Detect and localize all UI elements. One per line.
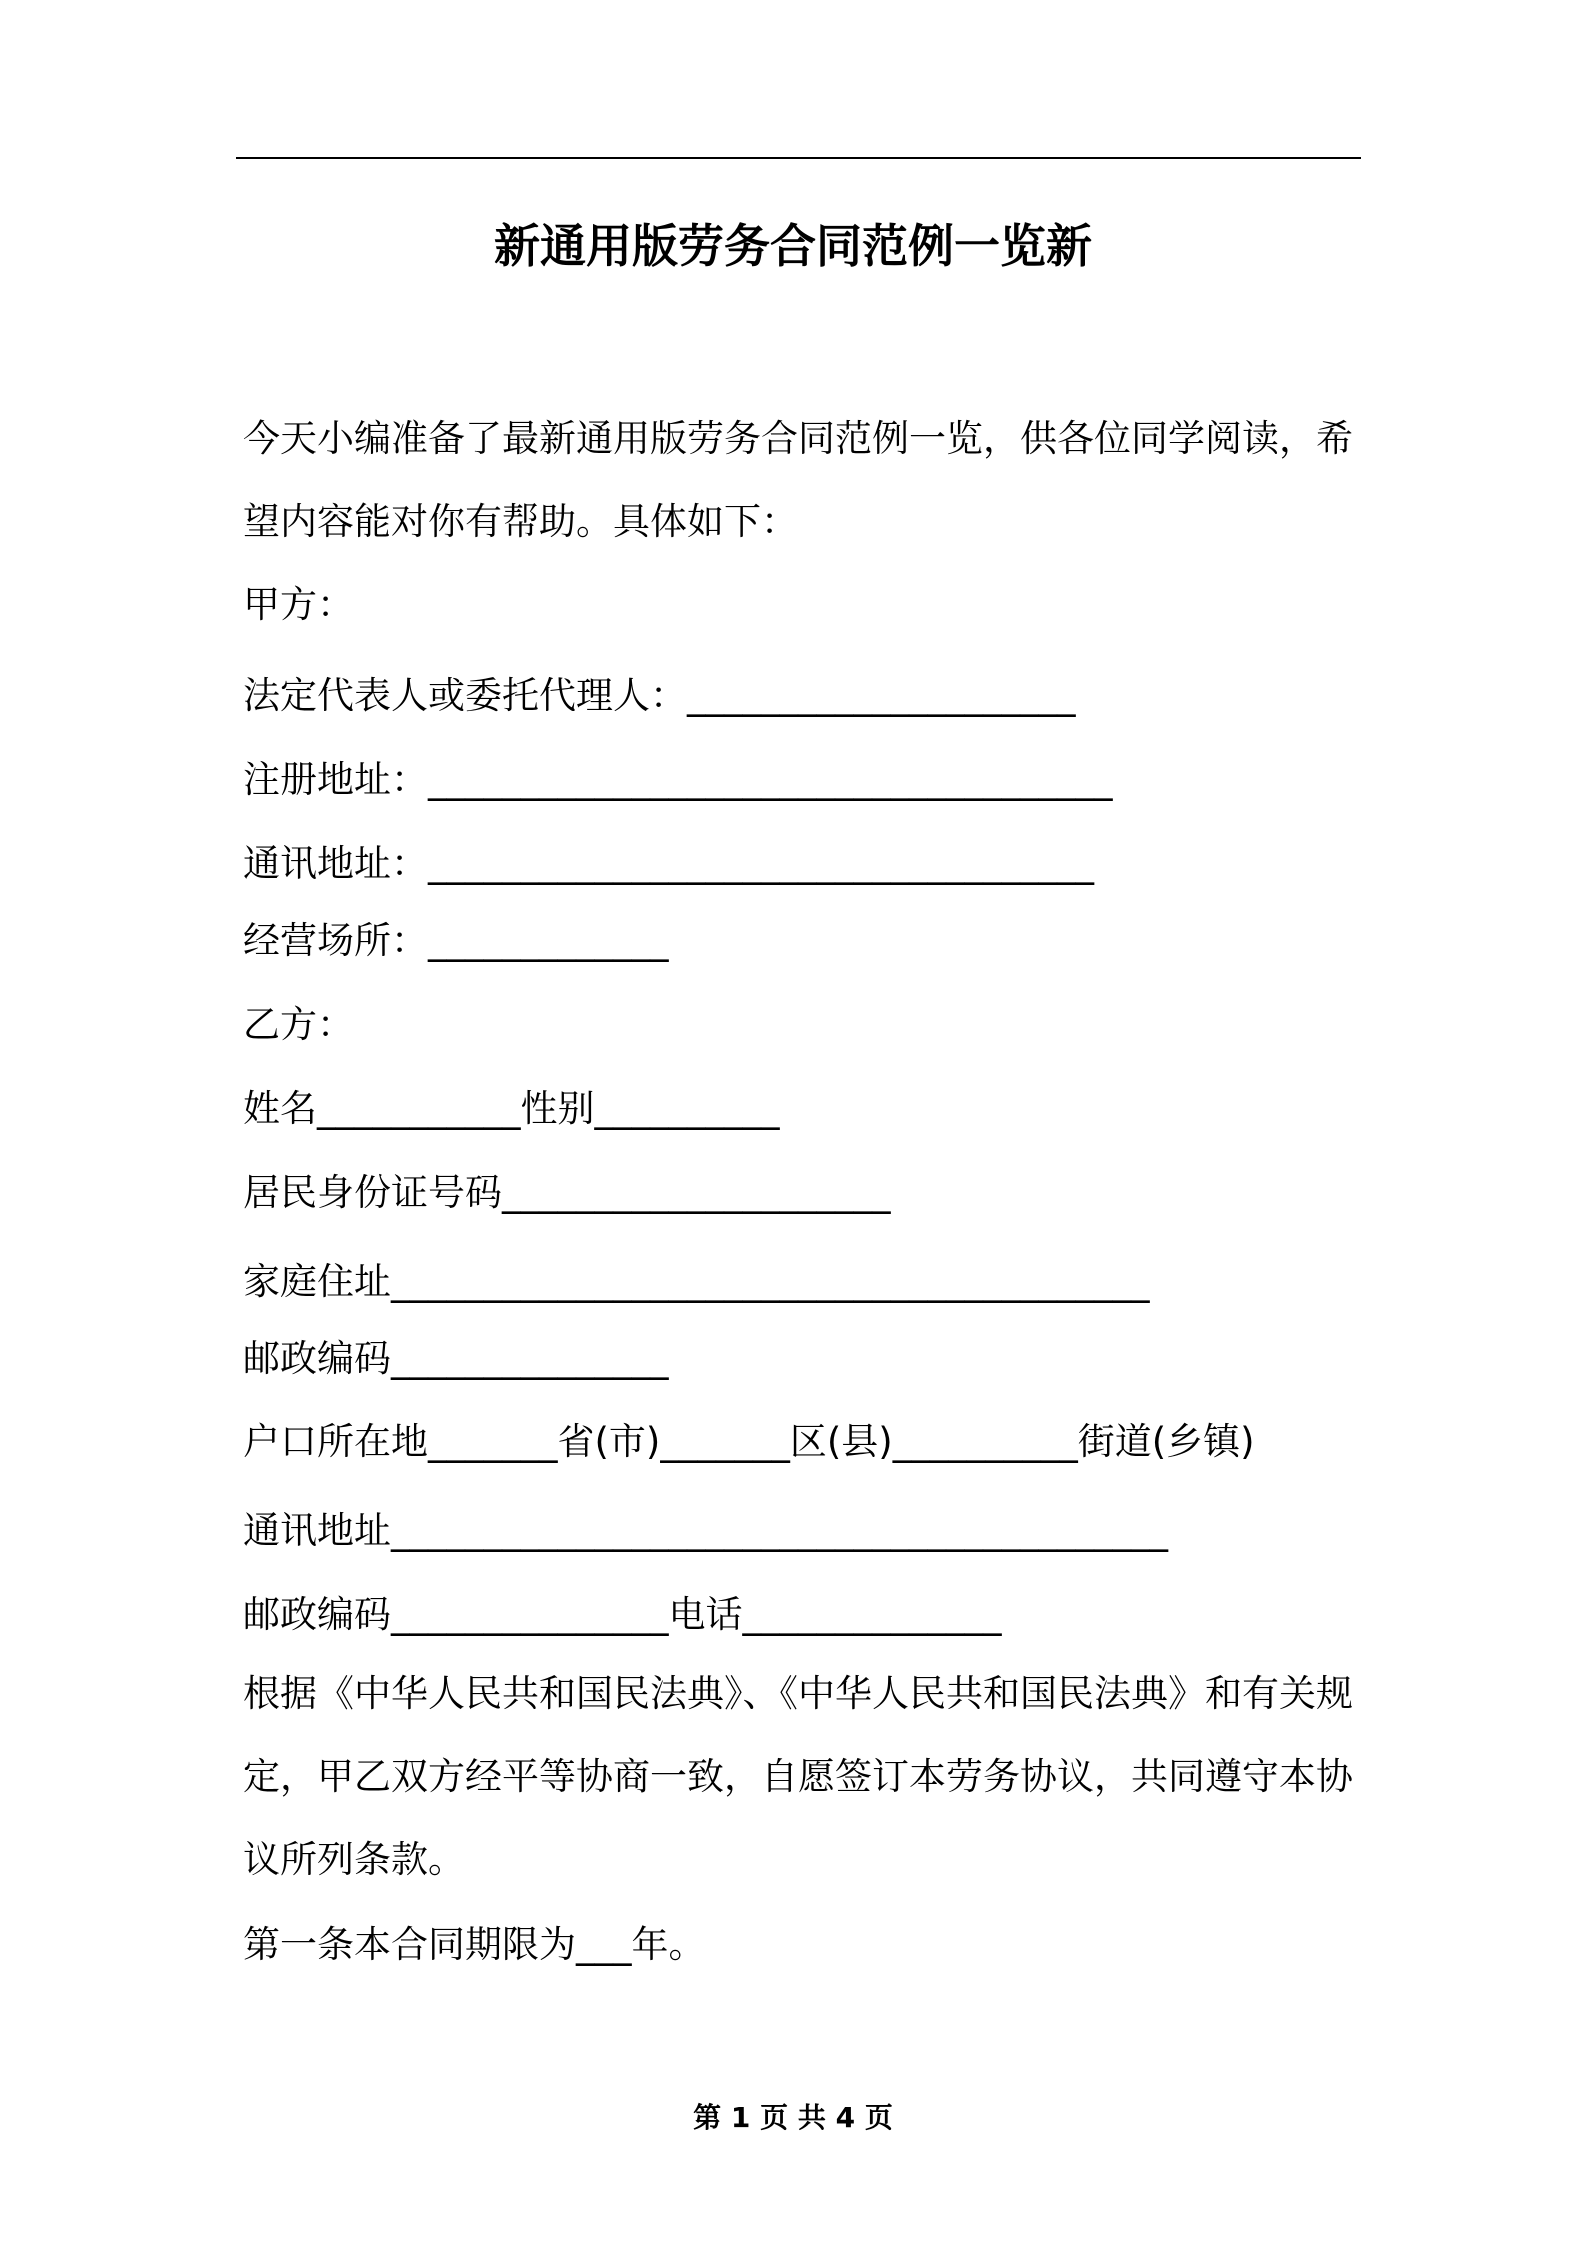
header-rule: [236, 157, 1361, 159]
basis-paragraph-line-2: 定，甲乙双方经平等协商一致，自愿签订本劳务协议，共同遵守本协: [243, 1755, 1353, 1798]
basis-paragraph-line-3: 议所列条款。: [243, 1838, 465, 1881]
registered-address-field: 注册地址：_____________________________________: [243, 758, 1113, 801]
name-gender-field: 姓名___________性别__________: [243, 1087, 780, 1130]
legal-representative-field: 法定代表人或委托代理人：_____________________: [243, 674, 1076, 717]
household-registration-field: 户口所在地_______省(市)_______区(县)__________街道(乡镇): [243, 1420, 1255, 1463]
postal-code-field: 邮政编码_______________: [243, 1337, 669, 1380]
postal-code-phone-field: 邮政编码_______________电话______________: [243, 1593, 1002, 1636]
page-number-footer: 第 1 页 共 4 页: [693, 2101, 893, 2134]
id-number-field: 居民身份证号码_____________________: [243, 1171, 891, 1214]
party-a-heading: 甲方：: [243, 583, 354, 626]
article-one: 第一条本合同期限为___年。: [243, 1923, 706, 1966]
intro-line-1: 今天小编准备了最新通用版劳务合同范例一览，供各位同学阅读，希: [243, 417, 1353, 460]
business-premises-field: 经营场所：_____________: [243, 919, 669, 962]
party-b-mailing-address-field: 通讯地址__________________________________________: [243, 1509, 1168, 1552]
mailing-address-field: 通讯地址：____________________________________: [243, 842, 1094, 885]
home-address-field: 家庭住址_________________________________________: [243, 1260, 1150, 1303]
basis-paragraph-line-1: 根据《中华人民共和国民法典》、《中华人民共和国民法典》和有关规: [243, 1672, 1353, 1715]
party-b-heading: 乙方：: [243, 1003, 354, 1046]
document-title: 新通用版劳务合同范例一览新: [494, 219, 1092, 273]
intro-line-2: 望内容能对你有帮助。具体如下：: [243, 500, 798, 543]
